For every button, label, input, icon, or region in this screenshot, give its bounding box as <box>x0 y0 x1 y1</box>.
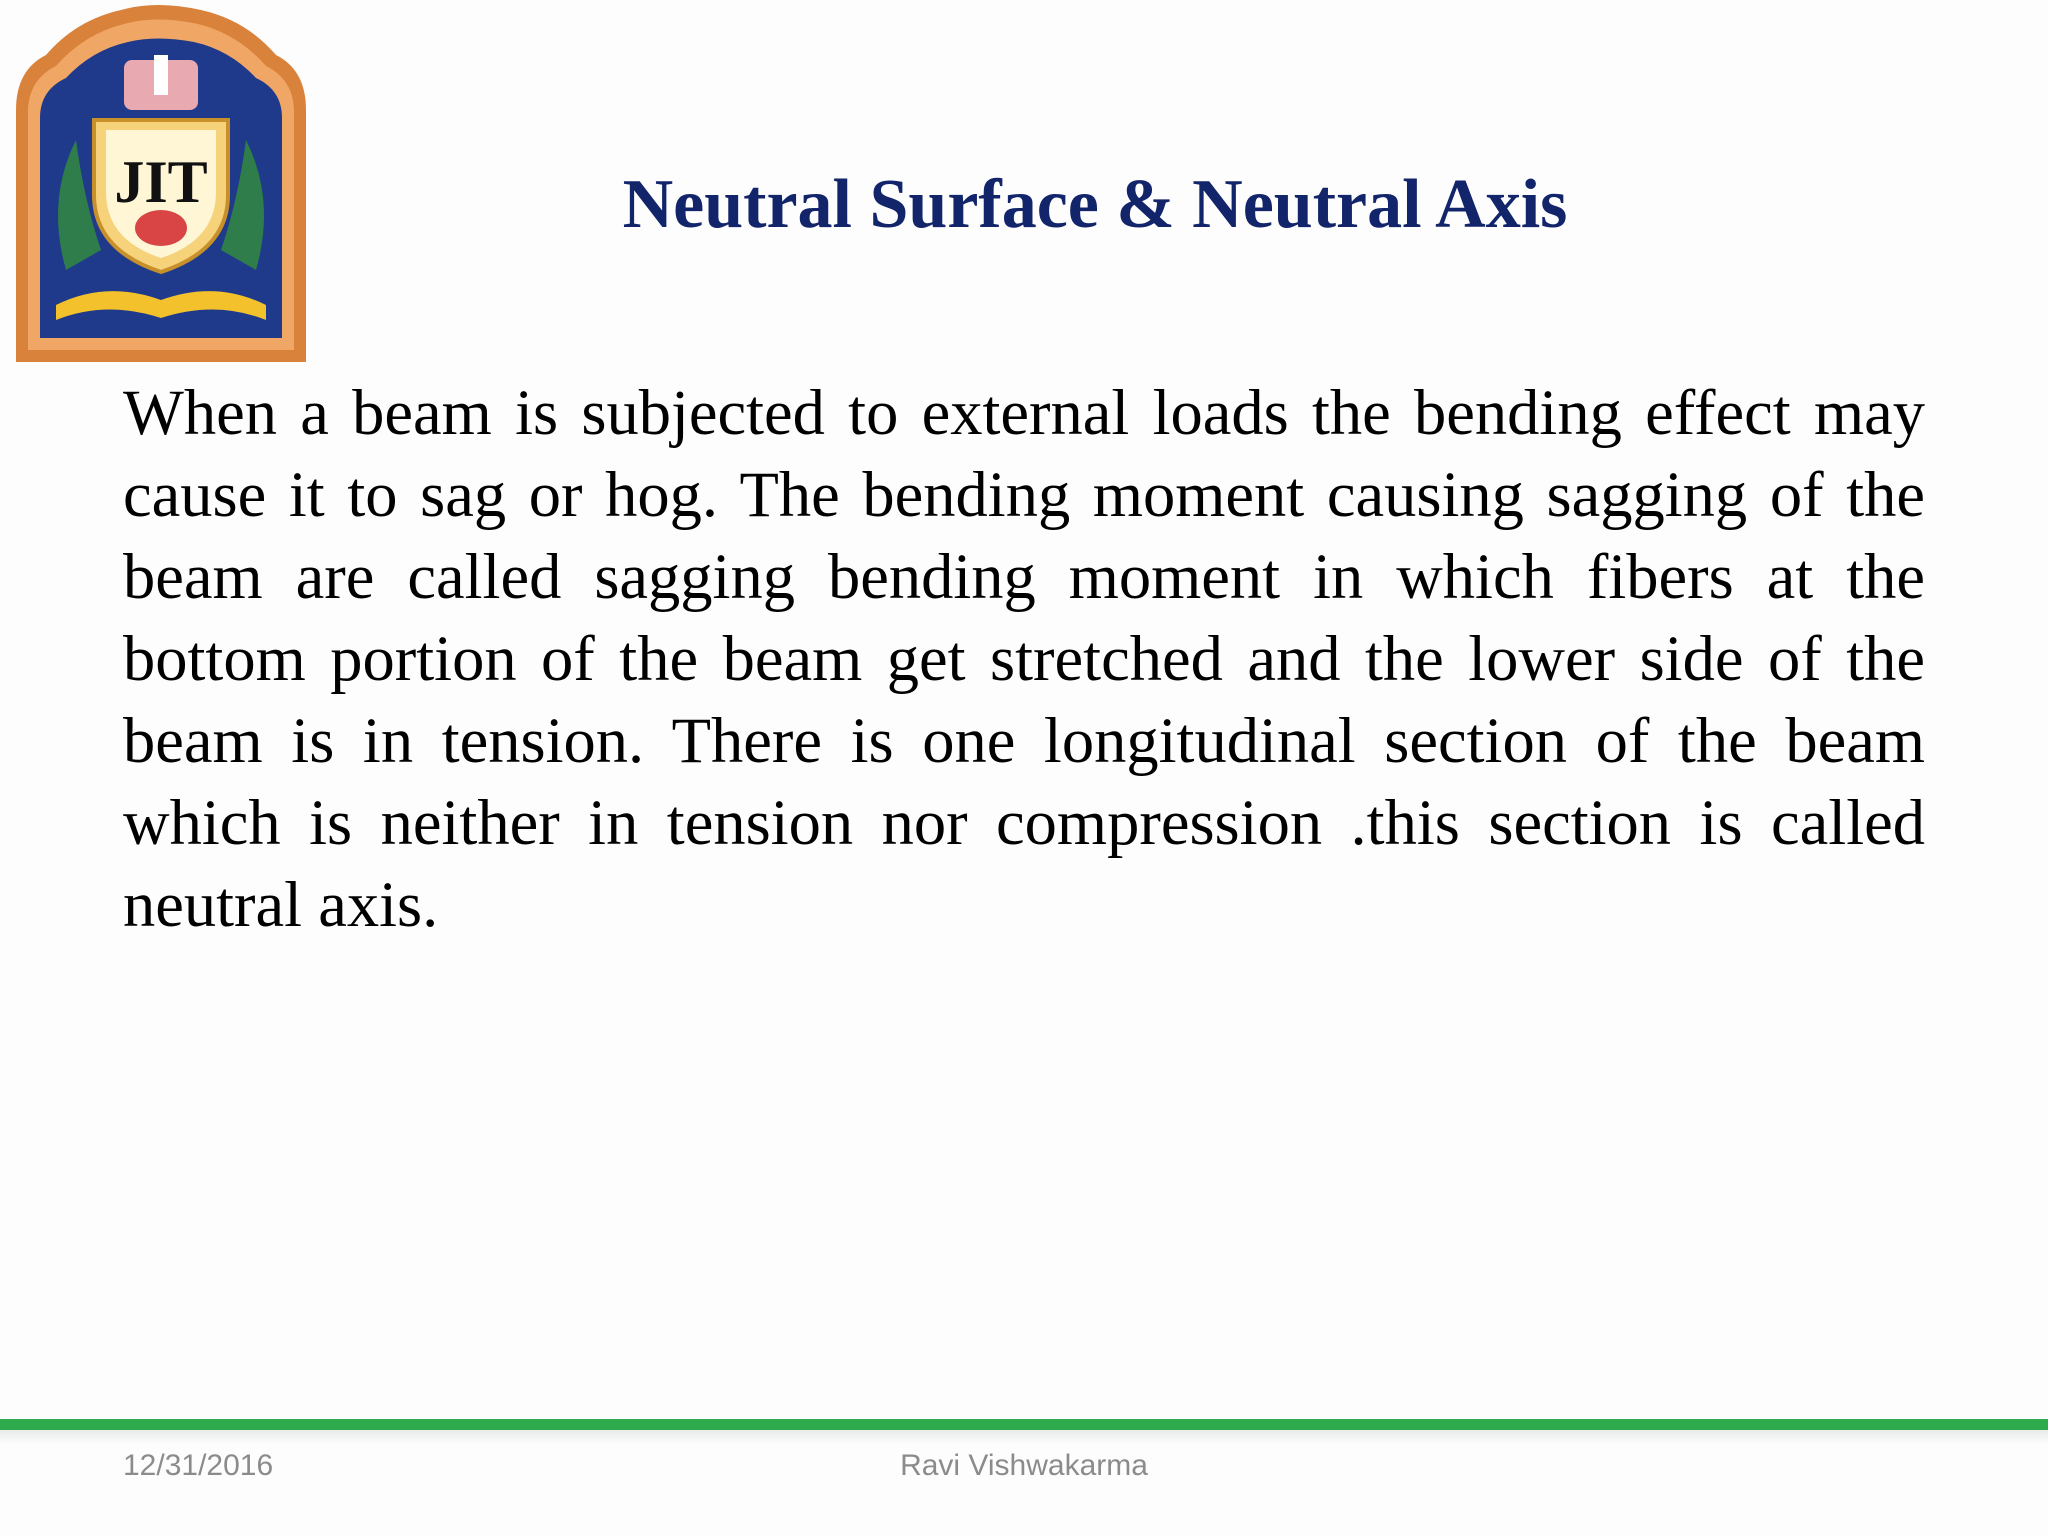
jit-college-crest-icon <box>6 0 316 362</box>
slide-title: Neutral Surface & Neutral Axis <box>622 166 1568 243</box>
logo-text: JIT <box>114 149 208 215</box>
footer-author: Ravi Vishwakarma <box>900 1449 1148 1482</box>
slide-body-paragraph: When a beam is subjected to external loads the bending effect may cause it to sag or hog. The bending moment causing sagging of the beam are called sagging bending moment in which fibers at the bottom portion of the beam get stretched and the lower side of the beam is in tension. There is one longitudinal section of the beam which is neither in tension nor compression .this section is called neutral axis. <box>123 377 1925 940</box>
footer-divider-shadow <box>0 1430 2048 1444</box>
footer-date: 12/31/2016 <box>123 1449 274 1482</box>
footer-divider <box>0 1419 2048 1430</box>
